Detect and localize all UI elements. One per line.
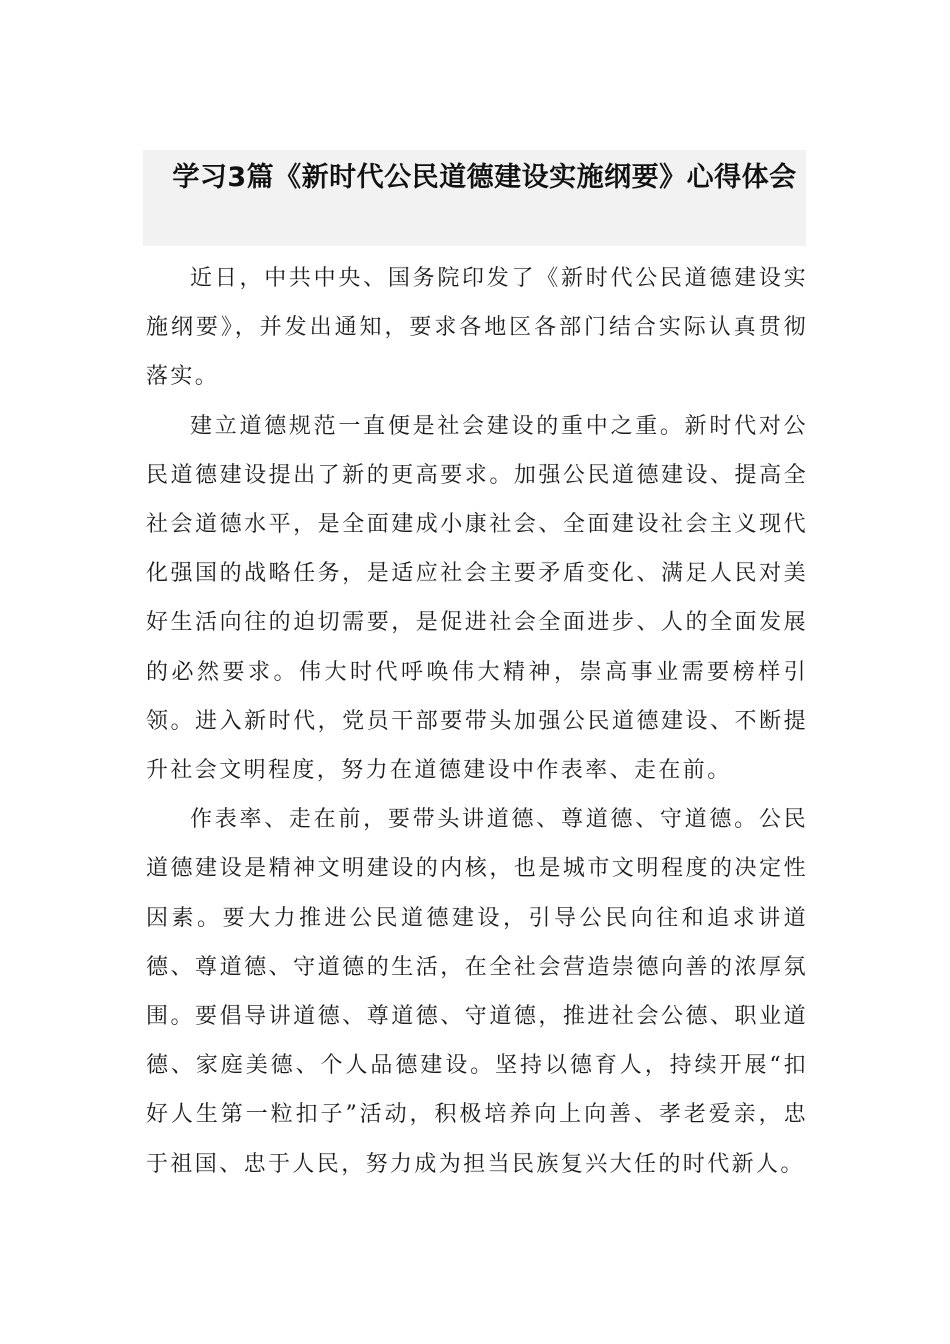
paragraph-3: 作表率、走在前，要带头讲道德、尊道德、守道德。公民道德建设是精神文明建设的内核，也是城市文明程度的决定性因素。要大力推进公民道德建设，引导公民向往和追求讲道德、尊道德、守道德的生活，在全社会营造崇德向善的浓厚氛围。要倡导讲道德、尊道德、守道德，推进社会公德、职业道德、家庭美德、个人品德建设。坚持以德育人，持续开展“扣好人生第一粒扣子”活动，积极培养向上向善、孝老爱亲，忠于祖国、忠于人民，努力成为担当民族复兴大任的时代新人。 <box>146 807 808 1177</box>
document-title: 学习3篇《新时代公民道德建设实施纲要》心得体会 <box>172 162 797 193</box>
title-banner <box>143 150 806 246</box>
paragraph-1: 近日，中共中央、国务院印发了《新时代公民道德建设实施纲要》，并发出通知，要求各地区各部门结合实际认真贯彻落实。 <box>146 266 808 390</box>
document-body <box>146 254 808 1189</box>
paragraph-2: 建立道德规范一直便是社会建设的重中之重。新时代对公民道德建设提出了新的更高要求。加强公民道德建设、提高全社会道德水平，是全面建成小康社会、全面建设社会主义现代化强国的战略任务，是适应社会主要矛盾变化、满足人民对美好生活向往的迫切需要，是促进社会全面进步、人的全面发展的必然要求。伟大时代呼唤伟大精神，崇高事业需要榜样引领。进入新时代，党员干部要带头加强公民道德建设、不断提升社会文明程度，努力在道德建设中作表率、走在前。 <box>146 413 808 784</box>
